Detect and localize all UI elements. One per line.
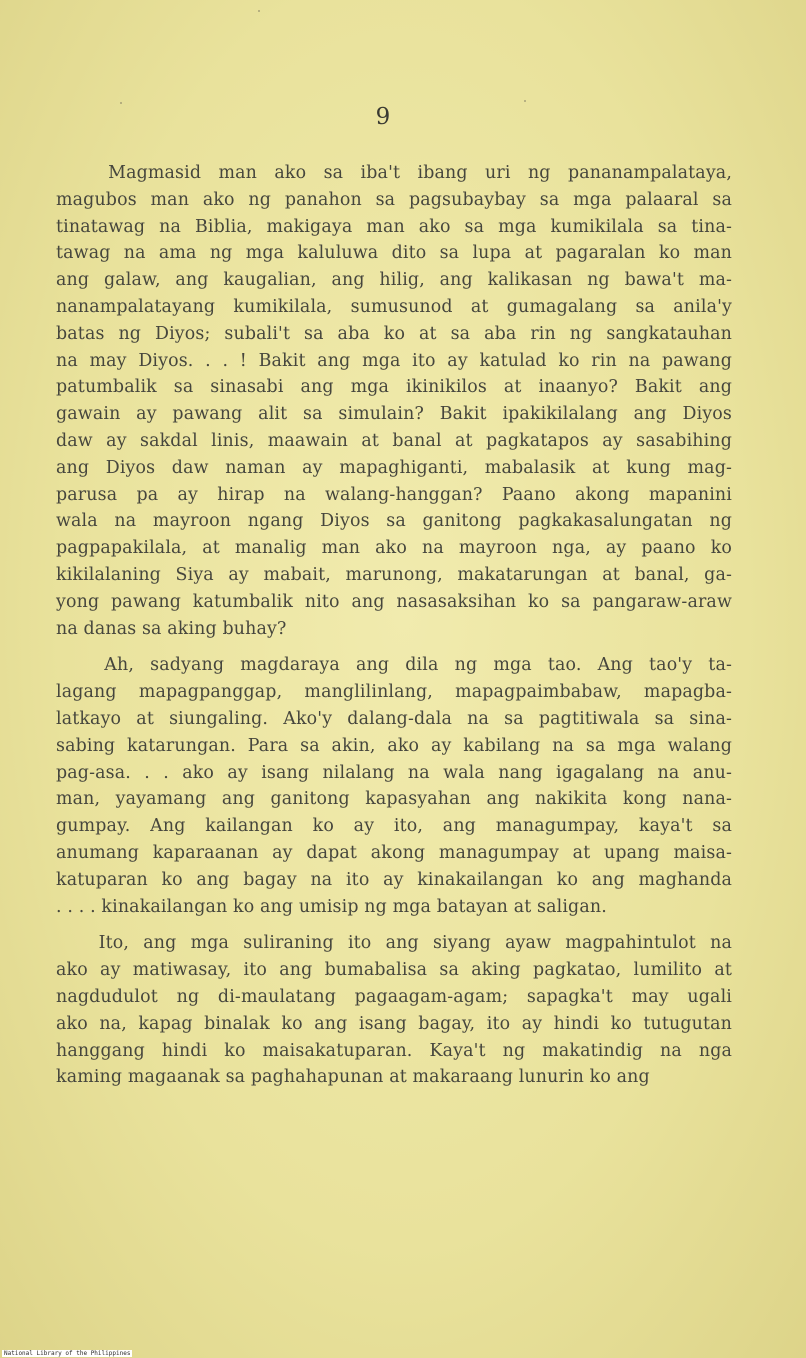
text-line: parusa pa ay hirap na walang-hanggan? Paano akong mapanini [56, 484, 732, 505]
text-line: kikilalaning Siya ay mabait, marunong, makatarungan at banal, ga- [56, 564, 732, 585]
text-line: wala na mayroon ngang Diyos sa ganitong pagkakasalungatan ng [56, 511, 732, 532]
text-line: Ah, sadyang magdaraya ang dila ng mga tao. Ang tao'y ta- [56, 655, 732, 676]
text-line: Magmasid man ako sa iba't ibang uri ng pananampalataya, [56, 163, 732, 183]
text-line: nagdudulot ng di-maulatang pagaagam-agam; sapagka't may ugali [56, 986, 732, 1007]
text-line: ako na, kapag binalak ko ang isang bagay, ito ay hindi ko tutugutan [56, 1013, 732, 1034]
text-line: tawag na ama ng mga kaluluwa dito sa lupa at pagaralan ko man [56, 243, 732, 264]
text-line: katuparan ko ang bagay na ito ay kinakailangan ko ang maghanda [56, 869, 732, 890]
text-line: gumpay. Ang kailangan ko ay ito, ang managumpay, kaya't sa [56, 816, 732, 837]
text-line: na may Diyos. . . ! Bakit ang mga ito ay katulad ko rin na pawang [56, 350, 732, 371]
text-line: latkayo at siungaling. Ako'y dalang-dala na sa pagtitiwala sa sina- [56, 708, 732, 729]
paper-speck [524, 100, 526, 102]
text-line: gawain ay pawang alit sa simulain? Bakit ipakikilalang ang Diyos [56, 404, 732, 425]
text-line: anumang kaparaanan ay dapat akong managumpay at upang maisa- [56, 842, 732, 863]
text-line: ang Diyos daw naman ay mapaghiganti, mabalasik at kung mag- [56, 457, 732, 478]
page-number: 9 [375, 104, 391, 130]
text-line: tinatawag na Biblia, makigaya man ako sa mga kumikilala sa tina- [56, 216, 732, 237]
text-line: ang galaw, ang kaugalian, ang hilig, ang kalikasan ng bawa't ma- [56, 270, 732, 291]
text-line: man, yayamang ang ganitong kapasyahan ang nakikita kong nana- [56, 789, 732, 810]
text-line: lagang mapagpanggap, manglilinlang, mapagpaimbabaw, mapagba- [56, 682, 732, 703]
text-line: magubos man ako ng panahon sa pagsubaybay sa mga palaaral sa [56, 189, 732, 210]
paragraph [56, 652, 732, 920]
library-credit: National Library of the Philippines [4, 1350, 131, 1357]
page-body-text [56, 160, 732, 1091]
text-line: sabing katarungan. Para sa akin, ako ay kabilang na sa mga walang [56, 735, 732, 756]
text-line: daw ay sakdal linis, maawain at banal at pagkatapos ay sasabihing [56, 430, 732, 451]
text-line: pag-asa. . . ako ay isang nilalang na wala nang igagalang na anu- [56, 762, 732, 783]
text-line: Ito, ang mga suliraning ito ang siyang ayaw magpahintulot na [56, 933, 732, 954]
text-line: na danas sa aking buhay? [56, 618, 287, 639]
text-line: pagpapakilala, at manalig man ako na mayroon nga, ay paano ko [56, 538, 732, 559]
text-line: batas ng Diyos; subali't sa aba ko at sa aba rin ng sangkatauhan [56, 323, 732, 344]
text-line: . . . . kinakailangan ko ang umisip ng mga batayan at saligan. [56, 896, 607, 917]
paragraph-gap [56, 642, 732, 652]
text-line: hanggang hindi ko maisakatuparan. Kaya't ng makatindig na nga [56, 1040, 732, 1061]
paragraph [56, 160, 732, 642]
text-line: kaming magaanak sa paghahapunan at makaraang lunurin ko ang [56, 1067, 650, 1088]
text-line: nanampalatayang kumikilala, sumusunod at gumagalang sa anila'y [56, 296, 732, 317]
paragraph-gap [56, 920, 732, 930]
text-line: ako ay matiwasay, ito ang bumabalisa sa aking pagkatao, lumilito at [56, 960, 732, 981]
text-line: yong pawang katumbalik nito ang nasasaksihan ko sa pangaraw-araw [56, 591, 732, 612]
paragraph [56, 930, 732, 1091]
paper-speck [258, 10, 260, 12]
text-line: patumbalik sa sinasabi ang mga ikinikilos at inaanyo? Bakit ang [56, 377, 732, 398]
